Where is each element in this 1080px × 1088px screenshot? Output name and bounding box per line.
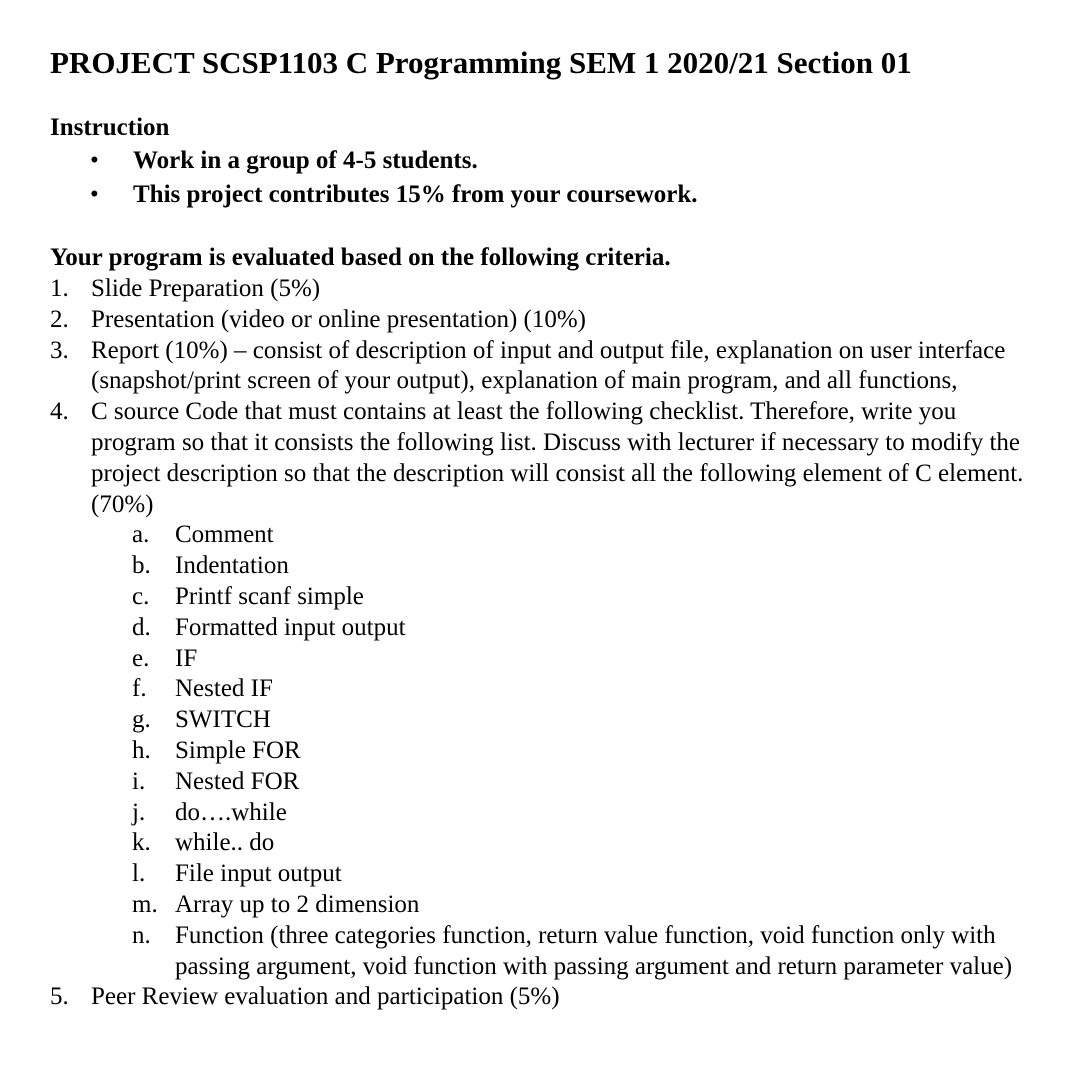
instruction-item-text: Work in a group of 4-5 students. [133,147,478,174]
checklist-item-letter: j. [132,798,146,826]
checklist-item [91,736,1015,767]
criteria-item [0,397,1031,982]
criteria-item-number: 5. [50,983,69,1011]
checklist-item-text: Formatted input output [175,613,406,641]
checklist-item [91,828,1015,859]
checklist-item-text: Indentation [175,552,289,580]
criteria-item [0,305,1031,336]
checklist-item-letter: c. [132,582,150,610]
criteria-item-text: Report (10%) – consist of description of input and output file, explanation on user interface (snapshot/print screen of your output), explanation of main program, and all functions, [91,336,1006,395]
checklist-item-letter: a. [132,521,150,549]
checklist-item-text: do….while [175,798,287,826]
checklist-item [91,705,1015,736]
instruction-heading: Instruction [50,114,170,141]
checklist-item [91,644,1015,675]
checklist-item-text: Nested FOR [175,767,300,795]
checklist-item-letter: g. [132,706,151,734]
bullet-icon: • [90,147,99,174]
page-title: PROJECT SCSP1103 C Programming SEM 1 2020/21 Section 01 [50,45,912,80]
criteria-item [0,274,1031,305]
checklist-item [91,859,1015,890]
criteria-item [0,982,1031,1013]
criteria-item-text: Presentation (video or online presentation) (10%) [91,305,586,333]
checklist-item [91,921,1015,983]
checklist-item-letter: n. [132,921,151,949]
checklist-item-letter: l. [132,860,146,888]
criteria-item-text: C source Code that must contains at least the following checklist. Therefore, write you program so that it consists the following list. Discuss with lecturer if necessary to modify the project description so that the description will consist all the following element of C element. (70%) [91,398,1024,518]
checklist-item-text: SWITCH [175,706,271,734]
checklist-item-letter: e. [132,644,150,672]
checklist-item-text: Simple FOR [175,736,301,764]
checklist-item-text: while.. do [175,829,275,857]
checklist-item-text: File input output [175,860,342,888]
checklist-item-text: IF [175,644,198,672]
checklist-item-text: Function (three categories function, return value function, void function only with passing argument, void function with passing argument and return parameter value) [175,921,1013,980]
checklist-item-text: Comment [175,521,274,549]
criteria-item-number: 4. [50,398,69,426]
checklist [91,520,1031,982]
checklist-item-letter: b. [132,552,151,580]
checklist-item [91,767,1015,798]
criteria-list [0,274,1080,1013]
checklist-item-letter: k. [132,829,151,857]
checklist-item-letter: i. [132,767,146,795]
instruction-item-text: This project contributes 15% from your coursework. [133,181,698,208]
criteria-item-number: 2. [50,305,69,333]
criteria-heading: Your program is evaluated based on the following criteria. [50,244,671,271]
checklist-item-letter: f. [132,675,147,703]
criteria-item [0,336,1031,398]
checklist-item [91,520,1015,551]
checklist-item-text: Nested IF [175,675,273,703]
checklist-item [91,551,1015,582]
criteria-item-text: Peer Review evaluation and participation (5%) [91,983,560,1011]
checklist-item-letter: h. [132,736,151,764]
checklist-item [91,582,1015,613]
checklist-item-letter: d. [132,613,151,641]
checklist-item [91,674,1015,705]
criteria-item-number: 3. [50,336,69,364]
bullet-icon: • [90,181,99,208]
checklist-item [91,613,1015,644]
checklist-item-letter: m. [132,890,158,918]
checklist-item-text: Printf scanf simple [175,582,364,610]
checklist-item [91,890,1015,921]
checklist-item-text: Array up to 2 dimension [175,890,420,918]
criteria-item-number: 1. [50,275,69,302]
checklist-item [91,798,1015,829]
criteria-item-text: Slide Preparation (5%) [91,275,321,302]
